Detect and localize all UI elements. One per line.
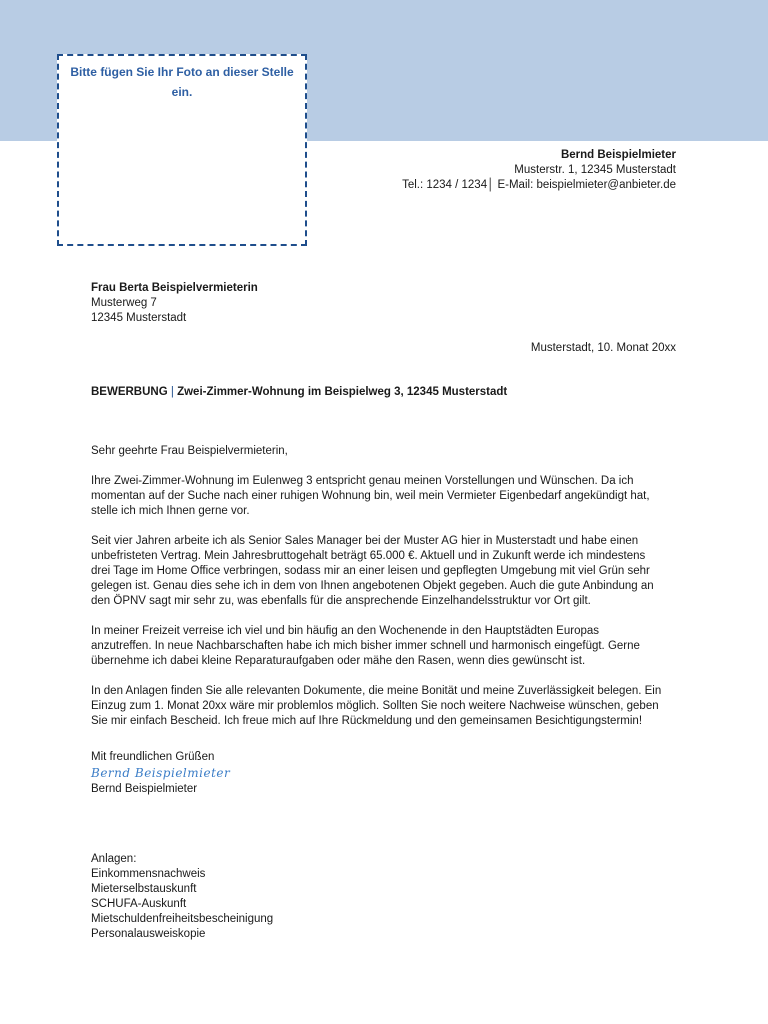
attachment-item: Mietschuldenfreiheitsbescheinigung (91, 913, 274, 925)
recipient-block (91, 281, 258, 326)
subject-line (91, 385, 507, 400)
subject-text: Zwei-Zimmer-Wohnung im Beispielweg 3, 12345 Musterstadt (177, 386, 508, 398)
sender-block (402, 148, 676, 193)
paragraph (91, 534, 681, 609)
paragraph-line: drei Tage im Home Office verbringen, sodass mir an einer leisen und gepflegten Umgebung mit viel Grün sehr (91, 565, 650, 577)
subject-label: BEWERBUNG (91, 386, 168, 398)
closing-block (91, 750, 230, 797)
subject-separator: | (170, 386, 174, 398)
paragraph-line: Sie mir einfach Bescheid. Ich freue mich auf Ihre Rückmeldung und den gemeinsamen Besichtigungstermin! (91, 715, 643, 727)
paragraph-line: In meiner Freizeit verreise ich viel und bin häufig an den Wochenende in den Hauptstädten Europas (91, 625, 600, 637)
attachment-item: Mieterselbstauskunft (91, 883, 197, 895)
closing-name: Bernd Beispielmieter (91, 783, 198, 795)
handwritten-signature: Bernd Beispielmieter (91, 766, 231, 780)
attachments-heading: Anlagen: (91, 853, 137, 865)
photo-placeholder-text: Bitte fügen Sie Ihr Foto an dieser Stelle ein. (70, 65, 294, 99)
sender-name: Bernd Beispielmieter (560, 149, 676, 161)
letter-body (91, 444, 681, 744)
attachment-item: Personalausweiskopie (91, 928, 206, 940)
paragraph (91, 474, 681, 519)
paragraph-line: unbefristeten Vertrag. Mein Jahresbruttogehalt beträgt 65.000 €. Aktuell und in Zukunft werde ich mindestens (91, 550, 646, 562)
salutation: Sehr geehrte Frau Beispielvermieterin, (91, 445, 288, 457)
paragraph-line: Ihre Zwei-Zimmer-Wohnung im Eulenweg 3 entspricht genau meinen Vorstellungen und Wünschen. Da ich (91, 475, 634, 487)
paragraph-line: Einzug zum 1. Monat 20xx wäre mir problemlos möglich. Sollten Sie noch weitere Nachweise wünschen, geben (91, 700, 659, 712)
sender-contact: Tel.: 1234 / 1234│ E-Mail: beispielmieter@anbieter.de (402, 179, 676, 191)
paragraph-line: momentan auf der Suche nach einer ruhigen Wohnung bin, weil mein Vermieter Eigenbedarf angekündigt hat, (91, 490, 650, 502)
paragraph (91, 624, 681, 669)
paragraph-line: übernehme ich dabei kleine Reparaturaufgaben oder mähe den Rasen, wenn dies gewünscht ist. (91, 655, 586, 667)
recipient-street: Musterweg 7 (91, 297, 157, 309)
attachments-block (91, 852, 273, 942)
recipient-name: Frau Berta Beispielvermieterin (91, 282, 258, 294)
closing-greeting: Mit freundlichen Grüßen (91, 751, 215, 763)
attachment-item: Einkommensnachweis (91, 868, 206, 880)
paragraph-line: anzutreffen. In neue Nachbarschaften habe ich mich bisher immer schnell und harmonisch eingefügt. Gerne (91, 640, 640, 652)
photo-placeholder[interactable] (57, 54, 307, 246)
sender-address: Musterstr. 1, 12345 Musterstadt (514, 164, 676, 176)
recipient-city: 12345 Musterstadt (91, 312, 187, 324)
paragraph (91, 684, 681, 729)
attachment-item: SCHUFA-Auskunft (91, 898, 187, 910)
paragraph-line: In den Anlagen finden Sie alle relevanten Dokumente, die meine Bonität und meine Zuverlässigkeit belegen. Ein (91, 685, 662, 697)
letter-date: Musterstadt, 10. Monat 20xx (530, 342, 676, 354)
paragraph-line: Seit vier Jahren arbeite ich als Senior Sales Manager bei der Muster AG hier in Musterstadt und habe einen (91, 535, 639, 547)
paragraph-line: stelle ich mich Ihnen gerne vor. (91, 505, 250, 517)
paragraph-line: gelegen ist. Genau dies sehe ich in dem von Ihnen angebotenen Objekt gegeben. Auch die gute Anbindung an (91, 580, 654, 592)
paragraph-line: den ÖPNV sagt mir sehr zu, was ebenfalls für die ansprechende Einzelhandelsstruktur vor Ort gilt. (91, 595, 591, 607)
